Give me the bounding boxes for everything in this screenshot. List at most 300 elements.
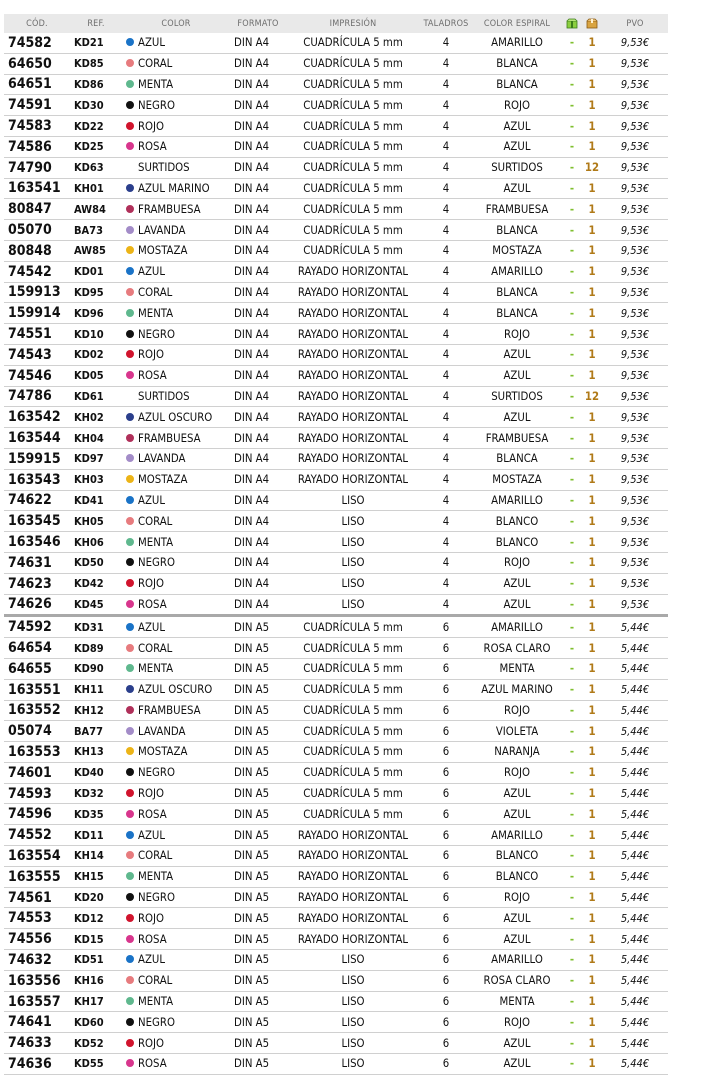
- format: DIN A5: [230, 679, 286, 700]
- color-cell: [122, 783, 230, 804]
- color-name: MOSTAZA: [138, 745, 188, 759]
- outer-pack-qty: 1: [582, 261, 602, 282]
- color-name: AZUL: [138, 265, 166, 279]
- color-cell: [122, 261, 230, 282]
- format: DIN A4: [230, 594, 286, 616]
- product-code: 74586: [4, 136, 70, 157]
- format: DIN A4: [230, 407, 286, 428]
- print-type: CUADRÍCULA 5 mm: [286, 157, 420, 178]
- product-ref: KD89: [70, 638, 122, 659]
- color-swatch-icon: [126, 38, 134, 46]
- color-name: CORAL: [138, 285, 173, 299]
- spiral-color: ROJO: [472, 700, 562, 721]
- color-cell: [122, 490, 230, 511]
- inner-pack-value: -: [562, 908, 582, 929]
- outer-pack-qty: 1: [582, 846, 602, 867]
- color-cell: [122, 511, 230, 532]
- holes-count: 4: [420, 33, 472, 53]
- product-ref: KD01: [70, 261, 122, 282]
- price: 9,53€: [602, 95, 668, 116]
- color-swatch-icon: [126, 392, 134, 400]
- product-code: 74593: [4, 783, 70, 804]
- color-cell: [122, 929, 230, 950]
- table-row: [4, 199, 668, 220]
- color-cell: [122, 282, 230, 303]
- table-row: [4, 282, 668, 303]
- color-swatch-icon: [126, 454, 134, 462]
- price: 5,44€: [602, 970, 668, 991]
- outer-pack-qty: 1: [582, 1012, 602, 1033]
- spiral-color: BLANCA: [472, 448, 562, 469]
- spiral-color: AMARILLO: [472, 490, 562, 511]
- format: DIN A4: [230, 116, 286, 137]
- format: DIN A5: [230, 991, 286, 1012]
- price: 9,53€: [602, 386, 668, 407]
- print-type: RAYADO HORIZONTAL: [286, 846, 420, 867]
- inner-pack-value: -: [562, 532, 582, 553]
- product-table: [4, 14, 668, 1075]
- color-swatch-icon: [126, 706, 134, 714]
- color-name: CORAL: [138, 849, 173, 863]
- holes-count: 4: [420, 303, 472, 324]
- outer-pack-qty: 1: [582, 448, 602, 469]
- product-ref: KD25: [70, 136, 122, 157]
- outer-box-icon: [586, 18, 598, 29]
- table-row: [4, 825, 668, 846]
- outer-pack-qty: 1: [582, 804, 602, 825]
- product-code: 80848: [4, 240, 70, 261]
- color-swatch-icon: [126, 851, 134, 859]
- table-row: [4, 721, 668, 742]
- color-cell: [122, 344, 230, 365]
- header-impresion: IMPRESIÓN: [286, 14, 420, 33]
- table-row: [4, 116, 668, 137]
- outer-pack-qty: 1: [582, 573, 602, 594]
- product-code: 74542: [4, 261, 70, 282]
- holes-count: 6: [420, 1033, 472, 1054]
- inner-pack-icon: [566, 18, 578, 29]
- color-swatch-icon: [126, 226, 134, 234]
- format: DIN A4: [230, 220, 286, 241]
- holes-count: 4: [420, 344, 472, 365]
- color-name: LAVANDA: [138, 223, 186, 237]
- color-name: ROSA: [138, 597, 167, 611]
- inner-pack-value: -: [562, 991, 582, 1012]
- print-type: LISO: [286, 970, 420, 991]
- inner-pack-value: -: [562, 1012, 582, 1033]
- color-name: AZUL: [138, 953, 166, 967]
- product-ref: KD22: [70, 116, 122, 137]
- price: 9,53€: [602, 594, 668, 616]
- spiral-color: FRAMBUESA: [472, 199, 562, 220]
- color-name: NEGRO: [138, 891, 175, 905]
- product-code: 163551: [4, 679, 70, 700]
- print-type: RAYADO HORIZONTAL: [286, 261, 420, 282]
- format: DIN A5: [230, 887, 286, 908]
- inner-pack-value: -: [562, 136, 582, 157]
- outer-pack-qty: 1: [582, 991, 602, 1012]
- holes-count: 6: [420, 970, 472, 991]
- table-row: [4, 33, 668, 53]
- table-row: [4, 638, 668, 659]
- color-cell: [122, 386, 230, 407]
- color-swatch-icon: [126, 644, 134, 652]
- color-name: NEGRO: [138, 1015, 175, 1029]
- print-type: LISO: [286, 552, 420, 573]
- product-code: 163554: [4, 846, 70, 867]
- price: 5,44€: [602, 846, 668, 867]
- outer-pack-qty: 1: [582, 658, 602, 679]
- product-ref: KD40: [70, 762, 122, 783]
- inner-pack-value: -: [562, 33, 582, 53]
- table-row: [4, 1012, 668, 1033]
- print-type: CUADRÍCULA 5 mm: [286, 742, 420, 763]
- color-cell: [122, 1054, 230, 1075]
- color-cell: [122, 866, 230, 887]
- spiral-color: AZUL: [472, 116, 562, 137]
- print-type: CUADRÍCULA 5 mm: [286, 116, 420, 137]
- table-body: [4, 33, 668, 1074]
- color-swatch-icon: [126, 1039, 134, 1047]
- product-ref: KD15: [70, 929, 122, 950]
- table-row: [4, 991, 668, 1012]
- price: 9,53€: [602, 220, 668, 241]
- color-cell: [122, 157, 230, 178]
- format: DIN A4: [230, 428, 286, 449]
- format: DIN A5: [230, 721, 286, 742]
- price: 9,53€: [602, 33, 668, 53]
- outer-pack-qty: 1: [582, 762, 602, 783]
- product-ref: KH17: [70, 991, 122, 1012]
- color-name: ROJO: [138, 119, 165, 133]
- product-ref: KD32: [70, 783, 122, 804]
- print-type: CUADRÍCULA 5 mm: [286, 33, 420, 53]
- color-cell: [122, 303, 230, 324]
- product-code: 74582: [4, 33, 70, 53]
- format: DIN A4: [230, 386, 286, 407]
- spiral-color: MENTA: [472, 658, 562, 679]
- price: 9,53€: [602, 573, 668, 594]
- inner-pack-value: -: [562, 303, 582, 324]
- inner-pack-value: -: [562, 846, 582, 867]
- format: DIN A5: [230, 700, 286, 721]
- inner-pack-value: -: [562, 1054, 582, 1075]
- format: DIN A4: [230, 448, 286, 469]
- format: DIN A5: [230, 1033, 286, 1054]
- price: 9,53€: [602, 365, 668, 386]
- table-row: [4, 136, 668, 157]
- table-row: [4, 407, 668, 428]
- color-swatch-icon: [126, 579, 134, 587]
- table-row: [4, 469, 668, 490]
- color-cell: [122, 1033, 230, 1054]
- product-code: 74641: [4, 1012, 70, 1033]
- color-cell: [122, 428, 230, 449]
- price: 5,44€: [602, 825, 668, 846]
- color-name: AZUL: [138, 36, 166, 50]
- inner-pack-value: -: [562, 344, 582, 365]
- format: DIN A4: [230, 344, 286, 365]
- product-ref: KD97: [70, 448, 122, 469]
- spiral-color: MOSTAZA: [472, 240, 562, 261]
- product-ref: KD96: [70, 303, 122, 324]
- product-code: 74546: [4, 365, 70, 386]
- product-code: 163553: [4, 742, 70, 763]
- header-pvo: PVO: [602, 14, 668, 33]
- product-ref: KD35: [70, 804, 122, 825]
- format: DIN A4: [230, 157, 286, 178]
- product-code: 163555: [4, 866, 70, 887]
- color-cell: [122, 220, 230, 241]
- inner-pack-value: -: [562, 74, 582, 95]
- holes-count: 4: [420, 220, 472, 241]
- spiral-color: BLANCA: [472, 282, 562, 303]
- spiral-color: BLANCA: [472, 303, 562, 324]
- outer-pack-qty: 1: [582, 490, 602, 511]
- print-type: RAYADO HORIZONTAL: [286, 908, 420, 929]
- header-color: COLOR: [122, 14, 230, 33]
- outer-pack-qty: 1: [582, 594, 602, 616]
- price: 9,53€: [602, 136, 668, 157]
- color-name: ROJO: [138, 348, 165, 362]
- format: DIN A4: [230, 53, 286, 74]
- product-ref: KD45: [70, 594, 122, 616]
- format: DIN A4: [230, 469, 286, 490]
- color-name: CORAL: [138, 974, 173, 988]
- color-swatch-icon: [126, 309, 134, 317]
- spiral-color: AMARILLO: [472, 950, 562, 971]
- holes-count: 4: [420, 490, 472, 511]
- spiral-color: AZUL: [472, 929, 562, 950]
- holes-count: 4: [420, 324, 472, 345]
- format: DIN A4: [230, 552, 286, 573]
- table-row: [4, 220, 668, 241]
- print-type: CUADRÍCULA 5 mm: [286, 616, 420, 638]
- table-row: [4, 365, 668, 386]
- spiral-color: AZUL: [472, 783, 562, 804]
- format: DIN A4: [230, 74, 286, 95]
- holes-count: 4: [420, 53, 472, 74]
- color-name: NEGRO: [138, 766, 175, 780]
- price: 9,53€: [602, 324, 668, 345]
- outer-pack-qty: 1: [582, 552, 602, 573]
- print-type: LISO: [286, 1054, 420, 1075]
- color-name: MENTA: [138, 77, 174, 91]
- print-type: CUADRÍCULA 5 mm: [286, 658, 420, 679]
- holes-count: 4: [420, 261, 472, 282]
- format: DIN A5: [230, 742, 286, 763]
- inner-pack-value: -: [562, 448, 582, 469]
- spiral-color: BLANCA: [472, 53, 562, 74]
- inner-pack-value: -: [562, 762, 582, 783]
- spiral-color: ROJO: [472, 1012, 562, 1033]
- price: 9,53€: [602, 428, 668, 449]
- color-cell: [122, 178, 230, 199]
- format: DIN A5: [230, 616, 286, 638]
- outer-pack-qty: 1: [582, 53, 602, 74]
- spiral-color: AZUL: [472, 1054, 562, 1075]
- product-code: 74631: [4, 552, 70, 573]
- color-cell: [122, 970, 230, 991]
- holes-count: 6: [420, 950, 472, 971]
- spiral-color: ROJO: [472, 324, 562, 345]
- holes-count: 6: [420, 991, 472, 1012]
- product-code: 74551: [4, 324, 70, 345]
- holes-count: 6: [420, 638, 472, 659]
- product-ref: KD51: [70, 950, 122, 971]
- table-row: [4, 970, 668, 991]
- outer-pack-qty: 1: [582, 887, 602, 908]
- price: 9,53€: [602, 407, 668, 428]
- holes-count: 6: [420, 1012, 472, 1033]
- spiral-color: VIOLETA: [472, 721, 562, 742]
- table-row: [4, 573, 668, 594]
- outer-pack-qty: 12: [582, 157, 602, 178]
- price: 5,44€: [602, 658, 668, 679]
- color-name: MOSTAZA: [138, 473, 188, 487]
- print-type: RAYADO HORIZONTAL: [286, 469, 420, 490]
- price-table-sheet: [4, 14, 668, 1075]
- price: 5,44€: [602, 742, 668, 763]
- product-code: 74552: [4, 825, 70, 846]
- color-swatch-icon: [126, 685, 134, 693]
- print-type: RAYADO HORIZONTAL: [286, 282, 420, 303]
- print-type: CUADRÍCULA 5 mm: [286, 804, 420, 825]
- spiral-color: AZUL MARINO: [472, 679, 562, 700]
- price: 9,53€: [602, 552, 668, 573]
- product-code: 74601: [4, 762, 70, 783]
- holes-count: 6: [420, 866, 472, 887]
- product-code: 74786: [4, 386, 70, 407]
- print-type: RAYADO HORIZONTAL: [286, 448, 420, 469]
- inner-pack-value: -: [562, 407, 582, 428]
- product-ref: KD52: [70, 1033, 122, 1054]
- table-row: [4, 552, 668, 573]
- header-ref: REF.: [70, 14, 122, 33]
- print-type: CUADRÍCULA 5 mm: [286, 721, 420, 742]
- color-cell: [122, 116, 230, 137]
- product-code: 64654: [4, 638, 70, 659]
- format: DIN A5: [230, 658, 286, 679]
- product-code: 74632: [4, 950, 70, 971]
- inner-pack-value: -: [562, 679, 582, 700]
- product-code: 74543: [4, 344, 70, 365]
- table-row: [4, 386, 668, 407]
- color-cell: [122, 469, 230, 490]
- holes-count: 4: [420, 386, 472, 407]
- color-swatch-icon: [126, 558, 134, 566]
- table-row: [4, 74, 668, 95]
- print-type: CUADRÍCULA 5 mm: [286, 95, 420, 116]
- outer-pack-qty: 1: [582, 344, 602, 365]
- outer-pack-qty: 1: [582, 428, 602, 449]
- table-row: [4, 700, 668, 721]
- spiral-color: AZUL: [472, 136, 562, 157]
- table-row: [4, 532, 668, 553]
- format: DIN A5: [230, 783, 286, 804]
- print-type: CUADRÍCULA 5 mm: [286, 220, 420, 241]
- spiral-color: ROSA CLARO: [472, 970, 562, 991]
- holes-count: 6: [420, 825, 472, 846]
- inner-pack-value: -: [562, 511, 582, 532]
- color-name: ROJO: [138, 577, 165, 591]
- holes-count: 4: [420, 448, 472, 469]
- table-row: [4, 303, 668, 324]
- color-swatch-icon: [126, 997, 134, 1005]
- holes-count: 6: [420, 721, 472, 742]
- outer-pack-qty: 1: [582, 783, 602, 804]
- table-row: [4, 157, 668, 178]
- inner-pack-value: -: [562, 220, 582, 241]
- holes-count: 4: [420, 552, 472, 573]
- color-swatch-icon: [126, 538, 134, 546]
- price: 5,44€: [602, 1033, 668, 1054]
- color-cell: [122, 95, 230, 116]
- outer-pack-qty: 1: [582, 407, 602, 428]
- table-row: [4, 616, 668, 638]
- color-cell: [122, 616, 230, 638]
- product-ref: KD31: [70, 616, 122, 638]
- product-code: 163546: [4, 532, 70, 553]
- product-code: 80847: [4, 199, 70, 220]
- print-type: RAYADO HORIZONTAL: [286, 303, 420, 324]
- spiral-color: SURTIDOS: [472, 386, 562, 407]
- color-swatch-icon: [126, 955, 134, 963]
- print-type: CUADRÍCULA 5 mm: [286, 178, 420, 199]
- color-swatch-icon: [126, 434, 134, 442]
- color-swatch-icon: [126, 288, 134, 296]
- price: 9,53€: [602, 53, 668, 74]
- price: 5,44€: [602, 887, 668, 908]
- color-name: MENTA: [138, 306, 174, 320]
- color-cell: [122, 594, 230, 616]
- color-cell: [122, 825, 230, 846]
- holes-count: 6: [420, 929, 472, 950]
- inner-pack-value: -: [562, 53, 582, 74]
- table-row: [4, 846, 668, 867]
- holes-count: 4: [420, 240, 472, 261]
- product-ref: KD90: [70, 658, 122, 679]
- product-code: 64655: [4, 658, 70, 679]
- holes-count: 4: [420, 95, 472, 116]
- outer-pack-qty: 1: [582, 303, 602, 324]
- color-swatch-icon: [126, 246, 134, 254]
- color-swatch-icon: [126, 80, 134, 88]
- holes-count: 4: [420, 594, 472, 616]
- color-name: AZUL: [138, 828, 166, 842]
- outer-pack-qty: 1: [582, 282, 602, 303]
- outer-pack-qty: 1: [582, 240, 602, 261]
- product-code: 159913: [4, 282, 70, 303]
- color-swatch-icon: [126, 727, 134, 735]
- product-code: 163541: [4, 178, 70, 199]
- color-swatch-icon: [126, 413, 134, 421]
- product-code: 05074: [4, 721, 70, 742]
- product-code: 05070: [4, 220, 70, 241]
- inner-pack-value: -: [562, 783, 582, 804]
- holes-count: 4: [420, 428, 472, 449]
- inner-pack-value: -: [562, 825, 582, 846]
- inner-pack-value: -: [562, 95, 582, 116]
- color-cell: [122, 136, 230, 157]
- color-name: FRAMBUESA: [138, 431, 201, 445]
- product-ref: KD63: [70, 157, 122, 178]
- product-code: 64651: [4, 74, 70, 95]
- outer-pack-qty: 1: [582, 1033, 602, 1054]
- color-cell: [122, 552, 230, 573]
- print-type: RAYADO HORIZONTAL: [286, 887, 420, 908]
- product-ref: KH15: [70, 866, 122, 887]
